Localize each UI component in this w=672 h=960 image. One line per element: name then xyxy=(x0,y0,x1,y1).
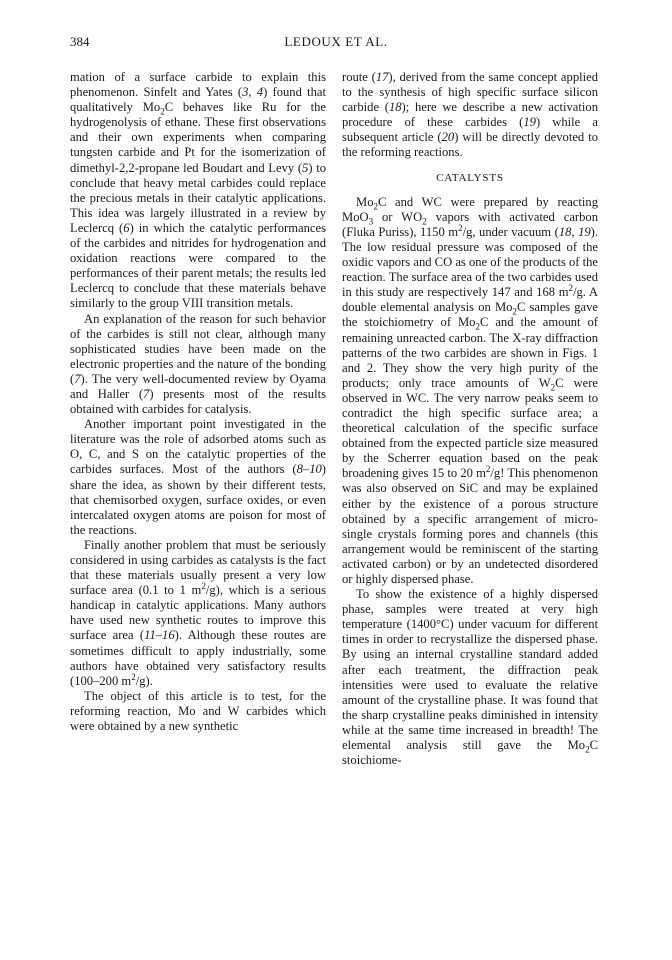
citation: 7 xyxy=(143,386,150,401)
superscript: 2 xyxy=(131,671,136,682)
paragraph: route (17), derived from the same concept applied to the synthesis of high specific surface silicon carbide (18); here we describe a new activation procedure of these carbides (19) while a subsequent article (20) will be directly devoted to the reforming reactions. xyxy=(342,70,599,160)
subscript: 2 xyxy=(585,744,590,755)
subscript: 2 xyxy=(373,201,378,212)
paragraph: Another important point investigated in the literature was the role of adsorbed atoms such as O, C, and S on the catalytic properties of the carbides surfaces. Most of the authors (8–10) share the idea, as shown by their different tests, that chemisorbed oxygen, surface oxides, or even intercalated oxygen atoms are poison for most of the reactions. xyxy=(70,417,326,537)
superscript: 2 xyxy=(568,283,573,294)
page-number: 384 xyxy=(70,34,90,49)
subscript: 2 xyxy=(550,382,556,393)
citation: 8–10 xyxy=(296,462,322,477)
superscript: 2 xyxy=(458,222,463,233)
subscript: 2 xyxy=(512,306,517,317)
citation: 11–16 xyxy=(144,628,175,643)
citation: 5 xyxy=(302,160,309,175)
citation: 3, 4 xyxy=(242,85,264,100)
subscript: 2 xyxy=(475,321,480,332)
paragraph: mation of a surface carbide to explain this phenomenon. Sinfelt and Yates (3, 4) found that qualitatively $Mo_2C$ behaves like Ru for the hydrogenolysis of ethane. These first observations and their own experiments when comparing tungsten carbide and Pt for the isomerization of dimethyl-2,2-propane led Boudart and Levy (5) to conclude that heavy metal carbides could replace the precious metals in their catalytic applications. This idea was largely illustrated in a review by Leclercq (6) in which the catalytic performances of the carbides and nitrides for hydrogenation and oxidation reactions were compared to the performances of their parent metals; the results led Leclercq to conclude that these materials behave similarly to the group VIII transition metals. xyxy=(70,70,327,311)
right-column xyxy=(342,70,598,768)
paragraph: Finally another problem that must be seriously considered in using carbides as catalysts is the fact that these materials usually present a very low surface area (0.1 to 1 $m^2/g$), which is a serious handicap in catalytic applications. Many authors have used new synthetic routes to improve this surface area (11–16). Although these routes are sometimes difficult to apply industrially, some authors have obtained very satisfactory results (100–200 $m^2/g$). xyxy=(70,537,326,688)
citation: 19 xyxy=(523,115,536,130)
citation: 18, 19 xyxy=(558,224,591,239)
subscript: 3 xyxy=(368,216,374,227)
citation: 20 xyxy=(441,130,455,145)
section-heading: CATALYSTS xyxy=(436,171,504,184)
superscript: 2 xyxy=(485,464,491,475)
paragraph: An explanation of the reason for such behavior of the carbides is still not clear, although many sophisticated studies have been made on the electronic properties and the nature of the bonding (7). The very well-documented review by Oyama and Haller (7) presents most of the results obtained with carbides for catalysis. xyxy=(70,311,327,417)
superscript: 2 xyxy=(201,581,206,591)
subscript: 2 xyxy=(160,106,165,117)
citation: 6 xyxy=(123,220,130,235)
running-head: LEDOUX ET AL. xyxy=(284,34,388,49)
paragraph: To show the existence of a highly dispersed phase, samples were treated at very high temperature (1400°C) under vacuum for different times in order to recrystallize the dispersed phase. By using an internal crystalline standard added after each treatment, the diffraction peak intensities were used to evaluate the relative amount of the crystalline phase. It was found that the sharp crystalline peaks diminished in intensity while at the same time increased in breadth! The elemental analysis still gave the $Mo_2C$ stoichiome- xyxy=(342,587,598,768)
left-column xyxy=(70,70,326,734)
citation: 18 xyxy=(388,100,402,115)
paragraph: $Mo_2C$ and WC were prepared by reacting MoO$_3$ or $WO_2$ vapors with activated carbon (Fluka Puriss), 1150 $m^2/g$, under vacuum (18, 19). The low residual pressure was composed of the oxidic vapors and CO as one of the products of the reaction. The surface area of the two carbides used in this study are respectively 147 and 168 $m^2/g$. A double elemental analysis on $Mo_2C$ samples gave the stoichiometry of $Mo_2C$ and the amount of remaining unreacted carbon. The X-ray diffraction patterns of the two carbides are shown in Figs. 1 and 2. They show the very high purity of the products; only trace amounts of $W_2C$ were observed in WC. The very narrow peaks seem to contradict the high specific surface area; a theoretical calculation of the specific surface obtained from the expected particle size measured by the Scherrer equation based on the peak broadening gives 15 to 20 $m^2/g$! This phenomenon was also observed on SiC and may be explained either by the existence of a porous structure obtained by a specific arrangement of micro-single crystals forming pores and channels (this arrangement would be reminiscent of the starting activated carbon) or by an undetected disordered or highly dispersed phase. xyxy=(342,194,599,586)
citation: 7 xyxy=(74,371,81,386)
paragraph: The object of this article is to test, for the reforming reaction, Mo and W carbides which were obtained by a new synthetic xyxy=(70,688,326,734)
subscript: 2 xyxy=(422,216,427,227)
citation: 17 xyxy=(375,70,389,84)
